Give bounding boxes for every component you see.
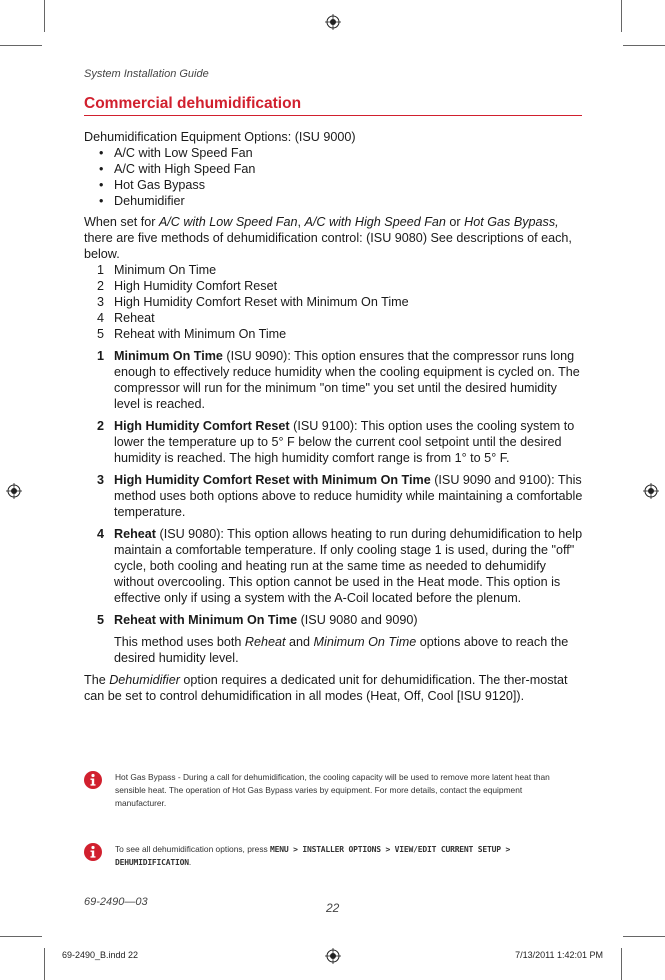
title-divider (84, 115, 582, 116)
list-item: • Dehumidifier (84, 193, 584, 209)
method-title: Reheat with Minimum On Time (114, 613, 298, 627)
list-number: 3 (97, 295, 105, 309)
crop-mark (0, 45, 42, 46)
text-run: option requires a dedicated unit for dehumidification. The ther-mostat can be set to control dehumidification in all modes (Heat, Off, Cool [ISU 9120]). (84, 673, 568, 703)
method-number: 1 (97, 349, 105, 363)
equipment-options-list (84, 145, 584, 209)
method-text: (ISU 9100): This option uses the cooling system to lower the temperature up to 5° F below the current cool setpoint until the desired humidity is reached. The high humidity comfort range is from 1° to 5° F. (114, 419, 575, 465)
list-item (84, 278, 584, 294)
registration-mark-icon (325, 14, 341, 30)
text-run: , (297, 215, 305, 229)
list-label: Minimum On Time (114, 263, 217, 277)
method-detail (84, 526, 584, 606)
menu-path: MENU > INSTALLER OPTIONS > VIEW/EDIT CURRENT SETUP > DEHUMIDIFICATION (115, 845, 511, 867)
crop-mark (0, 936, 42, 937)
equipment-intro: Dehumidification Equipment Options: (ISU 9000) (84, 130, 356, 144)
option-name: A/C with High Speed Fan (304, 215, 446, 229)
list-item (84, 310, 584, 326)
text-run: The (84, 673, 110, 687)
text-run: options above to reach the desired humidity level. (114, 635, 569, 665)
guide-label: System Installation Guide (84, 68, 209, 80)
method-title: Reheat (114, 527, 156, 541)
option-name: Dehumidifier (109, 673, 180, 687)
method-text: (ISU 9080 and 9090) (297, 613, 418, 627)
slug-file-name: 69-2490_B.indd 22 (62, 950, 139, 960)
list-label: High Humidity Comfort Reset (114, 279, 278, 293)
method-detail (84, 348, 584, 412)
crop-mark (44, 0, 45, 32)
method-title: High Humidity Comfort Reset (114, 419, 290, 433)
text-run: and (285, 635, 314, 649)
text-run: . (188, 857, 192, 867)
method-extra (114, 634, 584, 666)
note-hot-gas-bypass (84, 771, 554, 810)
option-name: Minimum On Time (313, 635, 417, 649)
text-run: there are five methods of dehumidification control: (ISU 9080) See descriptions of each, below. (84, 231, 572, 261)
list-number: 5 (97, 327, 105, 341)
methods-intro (84, 214, 584, 262)
list-label: Reheat (114, 311, 155, 325)
method-list (84, 262, 584, 342)
method-number: 3 (97, 473, 105, 487)
method-text: (ISU 9090): This option ensures that the compressor runs long enough to effectively reduce humidity when the cooling equipment is cycled on. The compressor will run for the minimum "on time" you set until the desired humidity level is reached. (114, 349, 580, 411)
method-text: (ISU 9090 and 9100): This method uses both options above to reduce humidity while maintaining a comfortable temperature. (114, 473, 583, 519)
option-name: A/C with Low Speed Fan (158, 215, 298, 229)
option-name: Reheat (244, 635, 286, 649)
method-detail (84, 418, 584, 466)
list-item: • A/C with High Speed Fan (84, 161, 584, 177)
text-run: When set for (84, 215, 159, 229)
info-icon (84, 843, 102, 861)
method-detail (84, 612, 584, 666)
registration-mark-icon (6, 483, 22, 499)
list-number: 2 (97, 279, 105, 293)
registration-mark-icon (643, 483, 659, 499)
dehumidifier-paragraph (84, 672, 584, 704)
list-label: High Humidity Comfort Reset with Minimum On Time (114, 295, 409, 309)
registration-mark-icon (325, 948, 341, 964)
document-number: 69-2490—03 (84, 896, 148, 908)
page-number: 22 (326, 901, 340, 915)
method-number: 2 (97, 419, 105, 433)
text-run: or (445, 215, 465, 229)
method-number: 4 (97, 527, 105, 541)
crop-mark (623, 45, 665, 46)
note-text: Hot Gas Bypass - During a call for dehumidification, the cooling capacity will be used to remove more latent heat than sensible heat. The operation of Hot Gas Bypass varies by equipment. For more details, contact the equipment manufacturer. (115, 772, 550, 808)
list-item (84, 262, 584, 278)
list-label: Reheat with Minimum On Time (114, 327, 287, 341)
method-title: Minimum On Time (114, 349, 223, 363)
slug-date: 7/13/2011 1:42:01 PM (515, 950, 603, 960)
crop-mark (623, 936, 665, 937)
option-name: Hot Gas Bypass, (464, 215, 559, 229)
note-text (115, 843, 554, 869)
method-number: 5 (97, 613, 105, 627)
section-title: Commercial dehumidification (84, 95, 302, 112)
list-item: • Hot Gas Bypass (84, 177, 584, 193)
crop-mark (621, 0, 622, 32)
method-text: (ISU 9080): This option allows heating to run during dehumidification to help maintain a comfortable temperature. If only cooling stage 1 is used, during the "off" cycle, both cooling and heating run at the same time as needed to dehumidify without overcooling. This option cannot be used in the Heat mode. This option is effective only if using a system with the A-Coil located before the plenum. (114, 527, 583, 605)
main-content (84, 129, 584, 704)
note-menu-path (84, 843, 554, 869)
crop-mark (44, 948, 45, 980)
text-run: This method uses both (114, 635, 245, 649)
crop-mark (621, 948, 622, 980)
text-run: To see all dehumidification options, press (115, 844, 271, 854)
list-number: 1 (97, 263, 105, 277)
list-item (84, 294, 584, 310)
list-item: • A/C with Low Speed Fan (84, 145, 584, 161)
info-icon (84, 771, 102, 789)
method-detail (84, 472, 584, 520)
list-item (84, 326, 584, 342)
list-number: 4 (97, 311, 105, 325)
method-title: High Humidity Comfort Reset with Minimum On Time (114, 473, 431, 487)
